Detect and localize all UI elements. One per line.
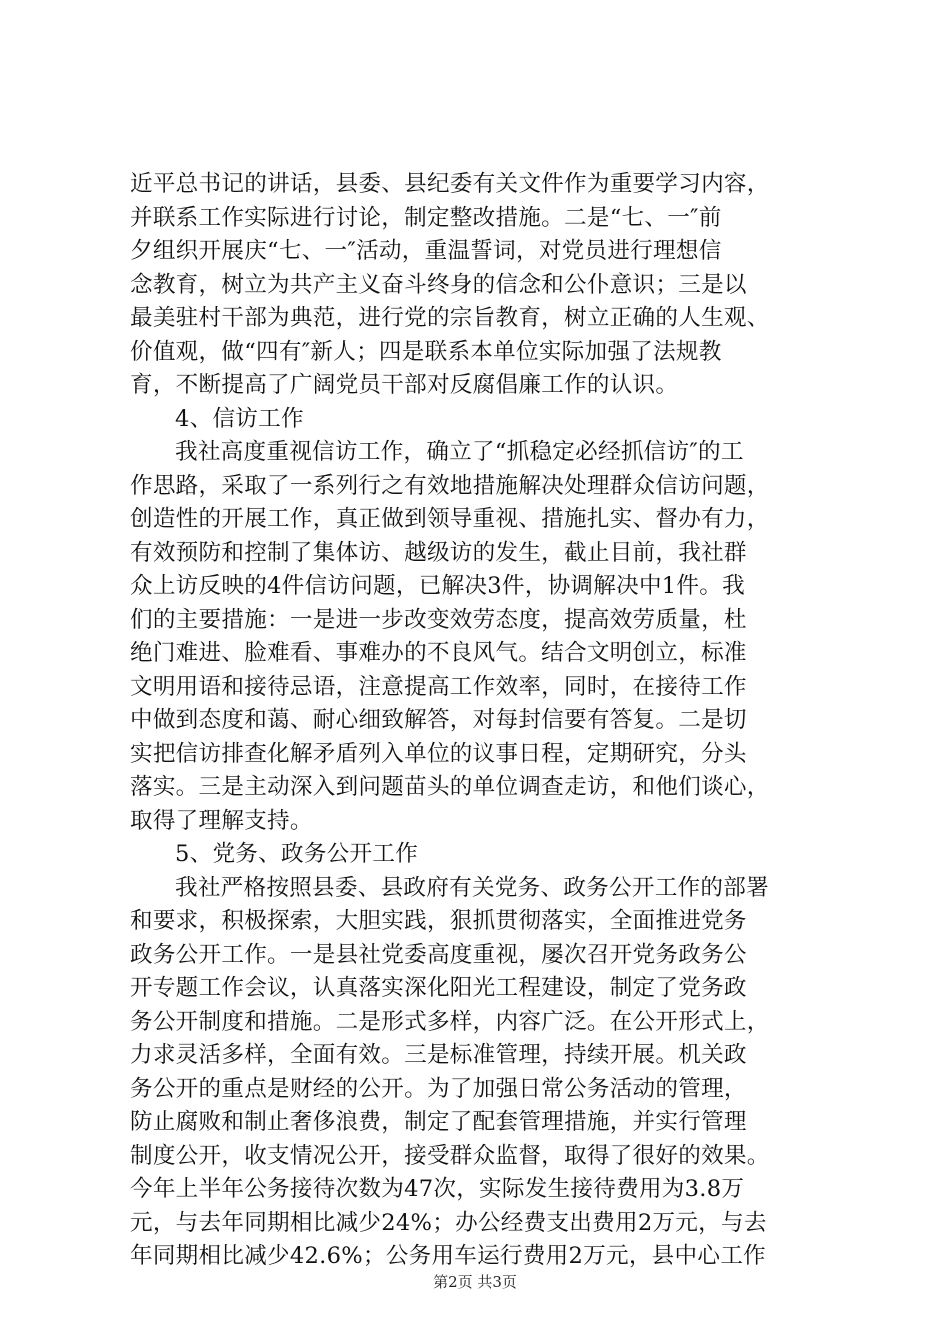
text-line: 力求灵活多样，全面有效。三是标准管理，持续开展。机关政 — [130, 1042, 747, 1068]
text-line: 取得了理解支持。 — [130, 807, 313, 834]
text-line: 念教育，树立为共产主义奋斗终身的信念和公仆意识；三是以 — [130, 271, 747, 298]
text-line: 价值观，做“四有″新人；四是联系本单位实际加强了法规教 — [130, 338, 722, 365]
text-line: 夕组织开展庆“七、一″活动，重温誓词，对党员进行理想信 — [130, 238, 722, 264]
document-body — [130, 168, 830, 1274]
text-line: 元，与去年同期相比减少24%；办公经费支出费用2万元，与去 — [130, 1209, 767, 1236]
text-line: 作思路，采取了一系列行之有效地措施解决处理群众信访问题， — [130, 472, 770, 499]
text-line: 务公开的重点是财经的公开。为了加强日常公务活动的管理， — [130, 1075, 747, 1102]
text-line: 开专题工作会议，认真落实深化阳光工程建设，制定了党务政 — [130, 975, 747, 1001]
text-line: 5、党务、政务公开工作 — [175, 841, 419, 867]
text-line: 政务公开工作。一是县社党委高度重视，屡次召开党务政务公 — [130, 941, 747, 968]
page-footer: 第2页 共3页 — [433, 1273, 517, 1291]
text-line: 我社高度重视信访工作，确立了“抓稳定必经抓信访″的工 — [175, 439, 744, 465]
text-line: 落实。三是主动深入到问题苗头的单位调查走访，和他们谈心， — [130, 774, 770, 800]
text-line: 最美驻村干部为典范，进行党的宗旨教育，树立正确的人生观、 — [130, 305, 770, 331]
text-line: 务公开制度和措施。二是形式多样，内容广泛。在公开形式上， — [130, 1008, 770, 1035]
text-line: 4、信访工作 — [175, 405, 304, 432]
text-line: 我社严格按照县委、县政府有关党务、政务公开工作的部署 — [175, 874, 769, 901]
text-line: 今年上半年公务接待次数为47次，实际发生接待费用为3.8万 — [130, 1176, 745, 1202]
text-line: 绝门难进、脸难看、事难办的不良风气。结合文明创立，标准 — [130, 640, 747, 666]
text-line: 中做到态度和蔼、耐心细致解答，对每封信要有答复。二是切 — [130, 707, 747, 733]
text-line: 众上访反映的4件信访问题，已解决3件，协调解决中1件。我 — [130, 573, 745, 599]
text-line: 年同期相比减少42.6%；公务用车运行费用2万元，县中心工作 — [130, 1243, 766, 1269]
text-line: 育，不断提高了广阔党员干部对反腐倡廉工作的认识。 — [130, 372, 679, 398]
text-line: 近平总书记的讲话，县委、县纪委有关文件作为重要学习内容， — [130, 171, 770, 197]
text-line: 实把信访排查化解矛盾列入单位的议事日程，定期研究，分头 — [130, 740, 747, 767]
text-line: 制度公开，收支情况公开，接受群众监督，取得了很好的效果。 — [130, 1142, 770, 1169]
text-line: 们的主要措施：一是进一步改变效劳态度，提高效劳质量，杜 — [130, 606, 747, 633]
text-line: 文明用语和接待忌语，注意提高工作效率，同时，在接待工作 — [130, 673, 747, 700]
text-line: 并联系工作实际进行讨论，制定整改措施。二是“七、一″前 — [130, 204, 722, 231]
text-line: 防止腐败和制止奢侈浪费，制定了配套管理措施，并实行管理 — [130, 1109, 747, 1135]
text-line: 创造性的开展工作，真正做到领导重视、措施扎实、督办有力， — [130, 506, 770, 532]
text-line: 有效预防和控制了集体访、越级访的发生，截止目前，我社群 — [130, 539, 747, 566]
text-line: 和要求，积极探索，大胆实践，狠抓贯彻落实，全面推进党务 — [130, 908, 747, 934]
